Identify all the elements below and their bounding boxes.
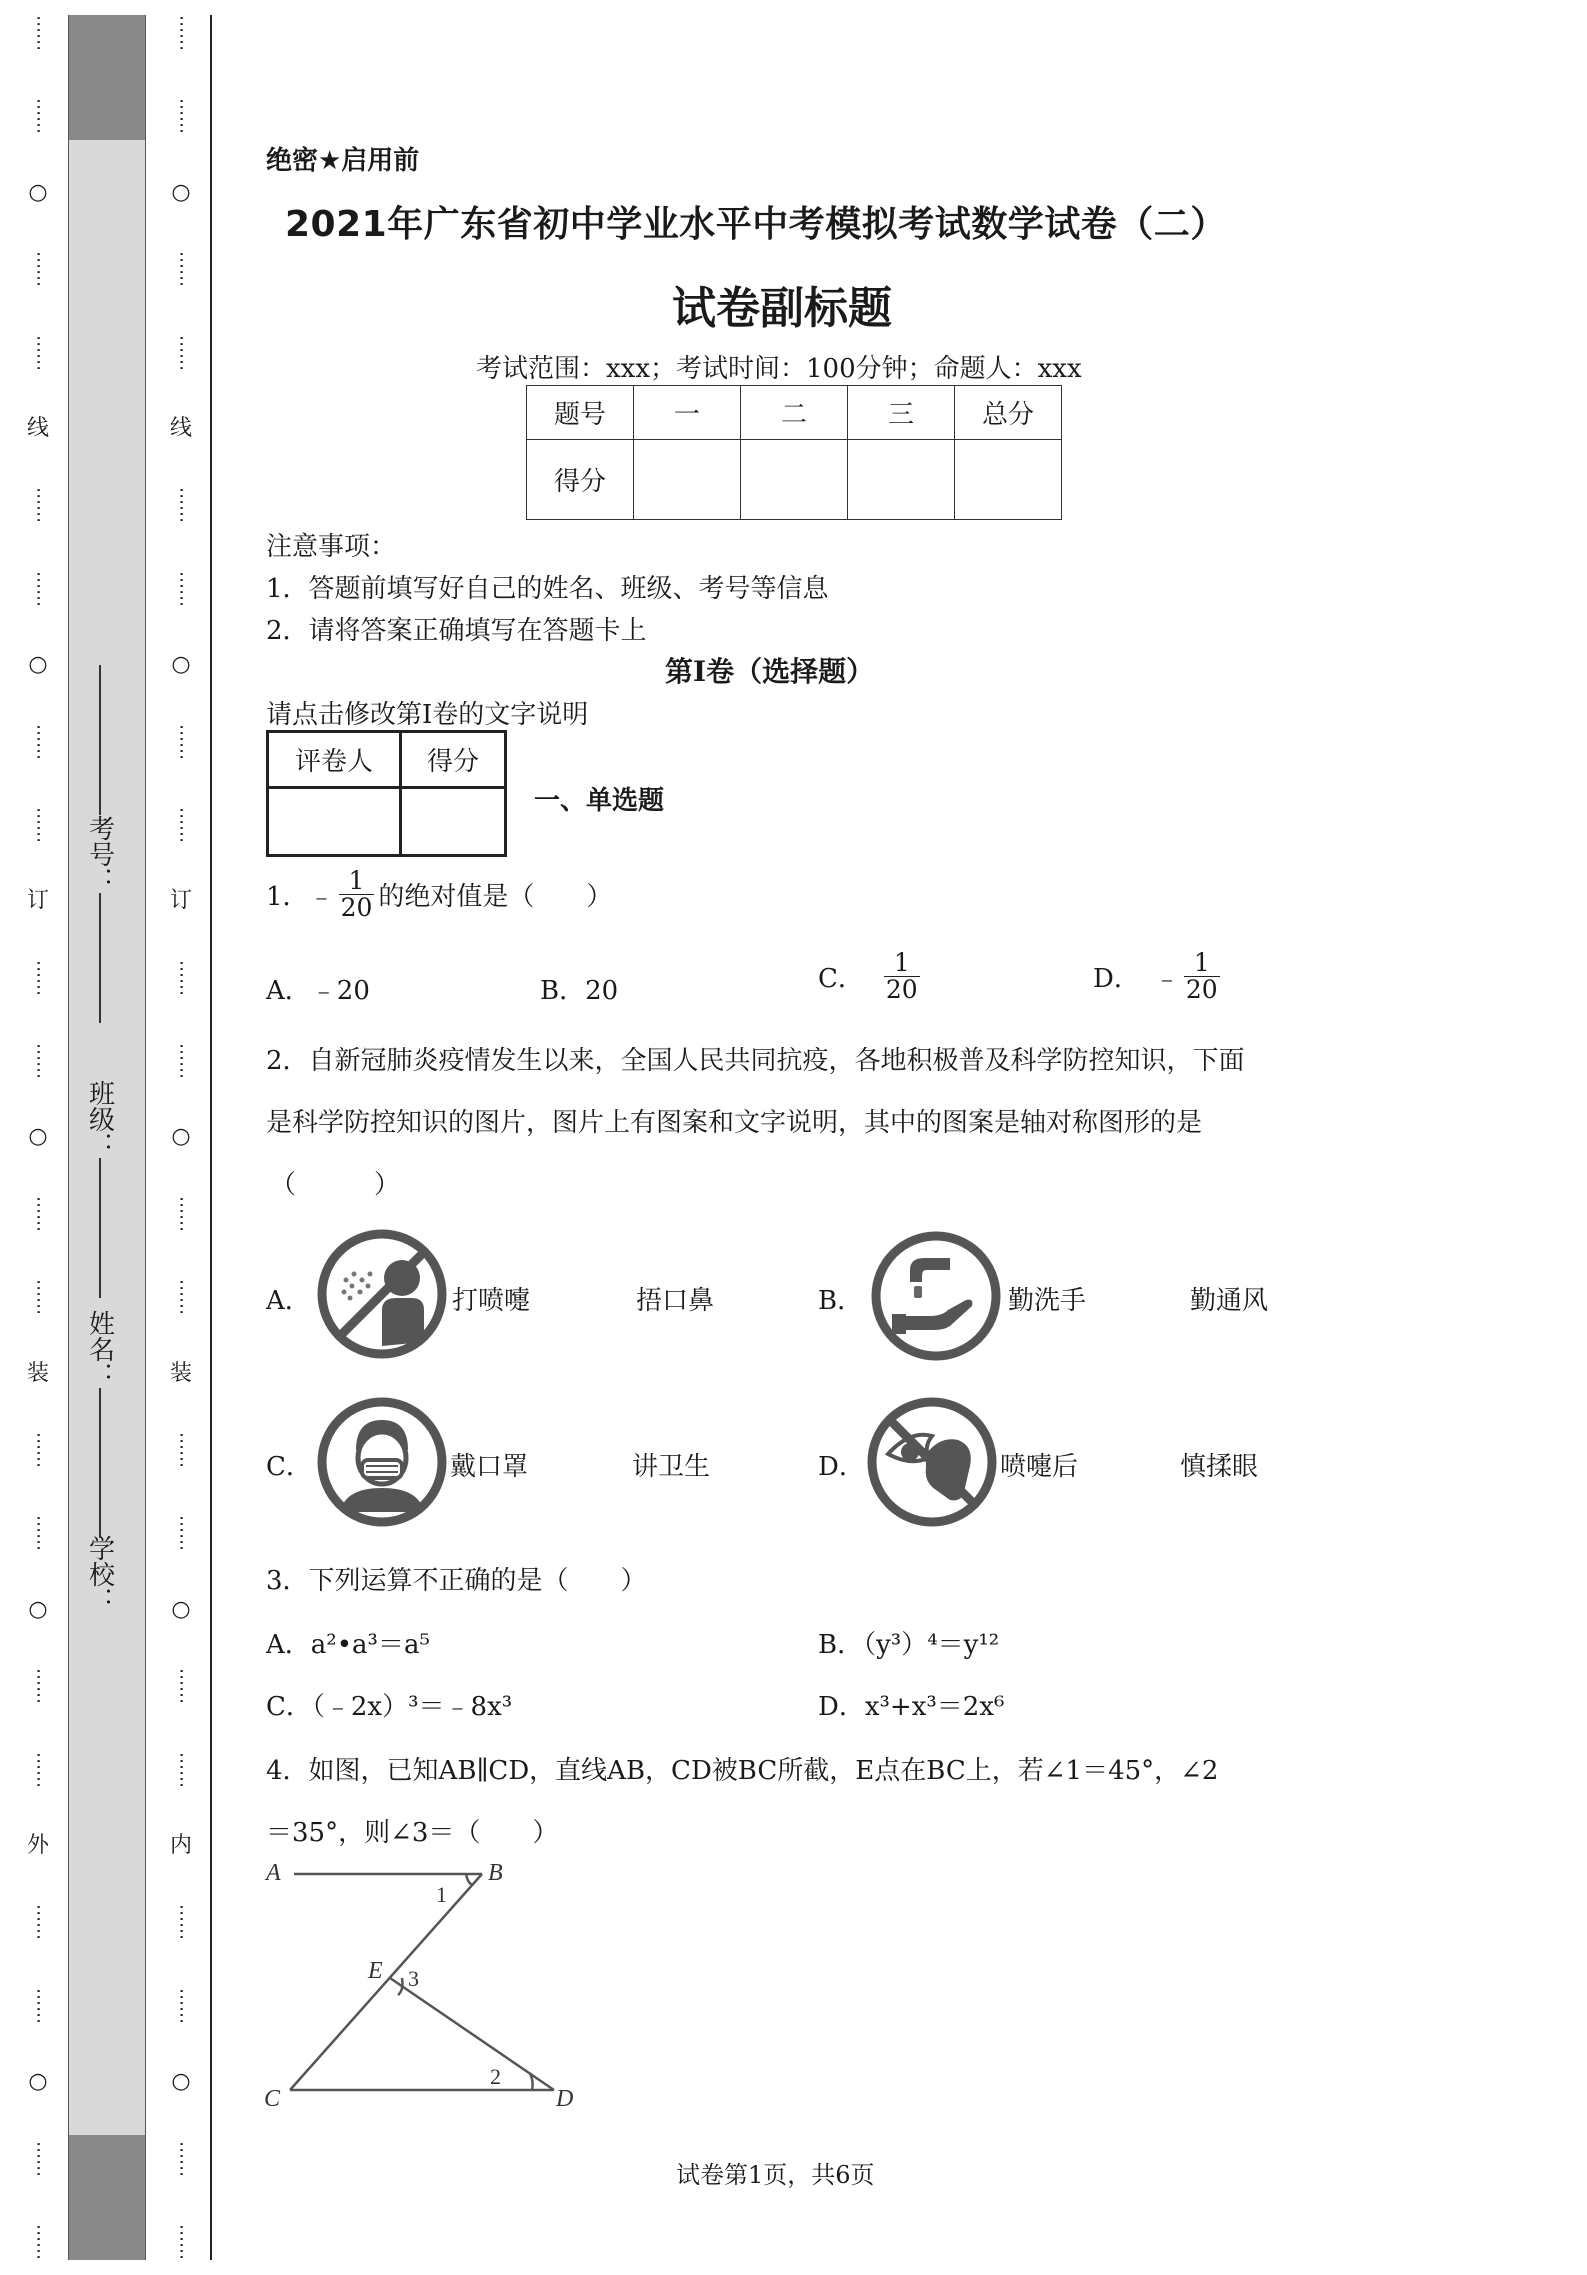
margin-dark-top: [68, 15, 146, 140]
margin-outer-char: 线: [26, 415, 49, 441]
section-description[interactable]: 请点击修改第I卷的文字说明: [266, 700, 589, 730]
score-table-row-label: 得分: [527, 440, 634, 520]
grader-cell[interactable]: [268, 788, 401, 856]
score-cell[interactable]: [741, 440, 848, 520]
angle-label-3: 3: [408, 1966, 419, 1991]
student-field-name[interactable]: 姓名：: [80, 1310, 120, 1538]
q4-stem-line2: ＝35°，则∠3＝（ ）: [266, 1818, 559, 1848]
exam-title: 2021年广东省初中学业水平中考模拟考试数学试卷（二）: [285, 204, 1227, 245]
grader-header: 评卷人: [268, 732, 401, 788]
q1-option-a[interactable]: A．﹣20: [266, 976, 370, 1006]
q2-option-d-text2: 慎揉眼: [1180, 1452, 1259, 1482]
q2-option-c-text1: 戴口罩: [450, 1452, 529, 1482]
grader-table: [266, 730, 507, 857]
margin-outer-char: 订: [26, 888, 49, 914]
score-table-header: 总分: [955, 386, 1062, 440]
q2-option-b-text1: 勤洗手: [1008, 1286, 1087, 1316]
score-cell[interactable]: [848, 440, 955, 520]
score-cell[interactable]: [955, 440, 1062, 520]
margin-outer-border: [210, 15, 212, 2260]
margin-dark-bottom: [68, 2135, 146, 2260]
margin-inner-char: 订: [169, 888, 192, 914]
q2-option-b-label[interactable]: B．: [818, 1286, 864, 1316]
margin-outer-char: 装: [26, 1360, 49, 1386]
secret-label: 绝密★启用前: [266, 146, 420, 176]
exam-info: 考试范围：xxx；考试时间：100分钟；命题人：xxx: [476, 354, 1082, 384]
q2-option-b-text2: 勤通风: [1190, 1286, 1269, 1316]
q2-option-d-label[interactable]: D．: [818, 1452, 865, 1482]
hand-washing-icon: [870, 1230, 1002, 1362]
notes-heading: 注意事项：: [266, 532, 397, 562]
part-title: 一、单选题: [534, 786, 665, 816]
point-label-d: D: [556, 2086, 574, 2110]
grader-cell[interactable]: [401, 788, 506, 856]
notes-item: 2．请将答案正确填写在答题卡上: [266, 616, 647, 646]
margin-outer-char: 外: [26, 1832, 49, 1858]
q2-option-a-text2: 捂口鼻: [636, 1286, 715, 1316]
student-field-school[interactable]: 学校：: [84, 1535, 115, 1613]
q2-option-a-text1: 打喷嚏: [452, 1286, 531, 1316]
section-title: 第I卷（选择题）: [665, 655, 875, 688]
q2-stem-line2: 是科学防控知识的图片，图片上有图案和文字说明，其中的图案是轴对称图形的是: [266, 1108, 1203, 1138]
score-table: [526, 385, 1062, 520]
fraction: $\frac{1}{20}$: [340, 866, 373, 923]
margin-outer-dotted-column: ⋯⋯ ⋯⋯ ○ ⋯⋯ ⋯⋯ 线 ⋯⋯ ⋯⋯ ○ ⋯⋯ ⋯⋯ 订 ⋯⋯ ⋯⋯ ○ ⋯⋯ ⋯⋯ 装 ⋯⋯ ⋯⋯ ○ ⋯⋯ ⋯⋯ 外 ⋯⋯ ⋯⋯ ○ ⋯⋯ ⋯⋯: [26, 15, 49, 2260]
margin-inner-dotted-column: ⋯⋯ ⋯⋯ ○ ⋯⋯ ⋯⋯ 线 ⋯⋯ ⋯⋯ ○ ⋯⋯ ⋯⋯ 订 ⋯⋯ ⋯⋯ ○ ⋯⋯ ⋯⋯ 装 ⋯⋯ ⋯⋯ ○ ⋯⋯ ⋯⋯ 内 ⋯⋯ ⋯⋯ ○ ⋯⋯ ⋯⋯: [169, 15, 192, 2260]
q3-option-d[interactable]: D．x³+x³＝2x⁶: [818, 1692, 1005, 1722]
q3-option-b[interactable]: B．（y³）⁴＝y¹²: [818, 1630, 1000, 1660]
fraction: $\frac{1}{20}$: [1185, 948, 1218, 1005]
point-label-b: B: [488, 1860, 503, 1886]
student-field-class[interactable]: 班级：: [80, 1080, 120, 1298]
point-label-e: E: [368, 1958, 383, 1984]
question-1: 1． ﹣ $\frac{1}{20}$ 的绝对值是（ ）: [266, 866, 613, 923]
grader-header: 得分: [401, 732, 506, 788]
q2-stem-line1: 2．自新冠肺炎疫情发生以来，全国人民共同抗疫，各地积极普及科学防控知识，下面: [266, 1046, 1245, 1076]
q1-option-b[interactable]: B．20: [540, 976, 619, 1006]
notes-item: 1．答题前填写好自己的姓名、班级、考号等信息: [266, 574, 829, 604]
margin-inner-char: 线: [169, 415, 192, 441]
score-table-header: 三: [848, 386, 955, 440]
page-footer: 试卷第1页，共6页: [676, 2161, 875, 2189]
sneeze-prohibited-icon: [316, 1228, 448, 1360]
fraction: $\frac{1}{20}$: [885, 948, 918, 1005]
q3-option-a[interactable]: A．a²•a³＝a⁵: [266, 1630, 430, 1660]
q2-stem-line3: （ ）: [270, 1170, 401, 1200]
mask-person-icon: [316, 1396, 448, 1528]
q1-option-c[interactable]: C． $\frac{1}{20}$: [818, 948, 918, 1005]
q4-stem-line1: 4．如图，已知AB∥CD，直线AB，CD被BC所截，E点在BC上，若∠1＝45°，∠2: [266, 1756, 1219, 1786]
q2-option-d-text1: 喷嚏后: [1000, 1452, 1079, 1482]
angle-label-2: 2: [490, 2064, 501, 2089]
eye-rub-prohibited-icon: [866, 1396, 998, 1528]
point-label-c: C: [264, 2086, 281, 2110]
score-table-header: 二: [741, 386, 848, 440]
exam-subtitle: 试卷副标题: [672, 283, 892, 334]
q3-option-c[interactable]: C．（﹣2x）³＝﹣8x³: [266, 1692, 513, 1722]
q2-option-a-label[interactable]: A．: [266, 1286, 311, 1316]
score-table-header: 题号: [527, 386, 634, 440]
q2-option-c-label[interactable]: C．: [266, 1452, 312, 1482]
q2-option-c-text2: 讲卫生: [632, 1452, 711, 1482]
q3-stem: 3．下列运算不正确的是（ ）: [266, 1566, 647, 1596]
point-label-a: A: [266, 1860, 281, 1886]
q1-option-d[interactable]: D． ﹣ $\frac{1}{20}$: [1093, 948, 1218, 1005]
angle-label-1: 1: [436, 1882, 447, 1907]
score-table-header: 一: [634, 386, 741, 440]
score-cell[interactable]: [634, 440, 741, 520]
margin-inner-char: 内: [169, 1832, 192, 1858]
student-field-exam-number[interactable]: 考号：: [80, 665, 120, 1023]
q4-geometry-figure: [260, 1850, 590, 2110]
margin-inner-char: 装: [169, 1360, 192, 1386]
